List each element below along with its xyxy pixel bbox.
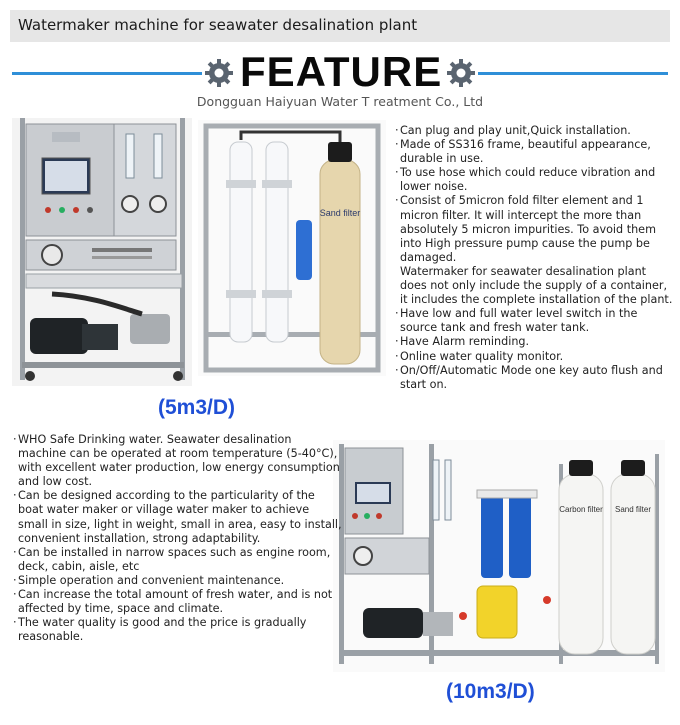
list-item: · Consist of 5micron fold filter element and 1 micron filter. It will intercept the more than absolutely 5 micron impurities. To avoid them into High pressure pump cause the pump be damaged. — [392, 194, 676, 264]
list-item: · Simple operation and convenient maintenance. — [10, 574, 342, 588]
list-item: · Can be designed according to the particularity of the boat water maker or village water maker to achieve small in size, light in weight, small in area, easy to install, convenient installation, strong adaptability. — [10, 489, 342, 545]
list-item: · Have low and full water level switch in the source tank and fresh water tank. — [392, 307, 676, 335]
watermaker-10m3-photo — [333, 440, 665, 672]
company-name: Dongguan Haiyuan Water T reatment Co., Ltd — [196, 94, 484, 109]
list-item: · Can be installed in narrow spaces such as engine room, deck, cabin, aisle, etc — [10, 546, 342, 574]
gear-icon — [446, 58, 476, 88]
sand-filter-label: Sand filter — [614, 505, 652, 514]
gear-icon — [204, 58, 234, 88]
list-item: · To use hose which could reduce vibration and lower noise. — [392, 166, 676, 194]
list-item: · On/Off/Automatic Mode one key auto flush and start on. — [392, 364, 676, 392]
small-model-caption: (5m3/D) — [158, 396, 236, 419]
carbon-filter-label: Carbon filter — [559, 505, 603, 514]
header-rule-left — [12, 72, 202, 75]
list-item: · Can increase the total amount of fresh water, and is not affected by time, space and climate. — [10, 588, 342, 616]
feature-list-top — [392, 124, 676, 392]
list-item: · Made of SS316 frame, beautiful appearance, durable in use. — [392, 138, 676, 166]
list-item: · The water quality is good and the price is gradually reasonable. — [10, 616, 342, 644]
feature-heading: FEATURE — [240, 48, 443, 95]
list-item: Watermaker for seawater desalination plant does not only include the supply of a container, it includes the complete installation of the plant. — [400, 264, 673, 307]
sand-filter-label: Sand filter — [319, 208, 361, 218]
watermaker-5m3-photo — [12, 118, 192, 386]
feature-list-bottom — [10, 433, 342, 644]
list-item: · WHO Safe Drinking water. Seawater desalination machine can be operated at room temperature (5-40°C), with excellent water production, low energy consumption and low cost. — [10, 433, 342, 489]
title-bar — [10, 10, 670, 42]
list-item: · Online water quality monitor. — [392, 350, 676, 364]
filter-frame-photo — [198, 120, 386, 376]
page-title: Watermaker machine for seawater desalination plant — [18, 16, 418, 34]
list-item: · Can plug and play unit,Quick installation. — [392, 124, 676, 138]
large-model-caption: (10m3/D) — [446, 680, 535, 703]
list-item: · Have Alarm reminding. — [392, 335, 676, 349]
header-rule-right — [478, 72, 668, 75]
